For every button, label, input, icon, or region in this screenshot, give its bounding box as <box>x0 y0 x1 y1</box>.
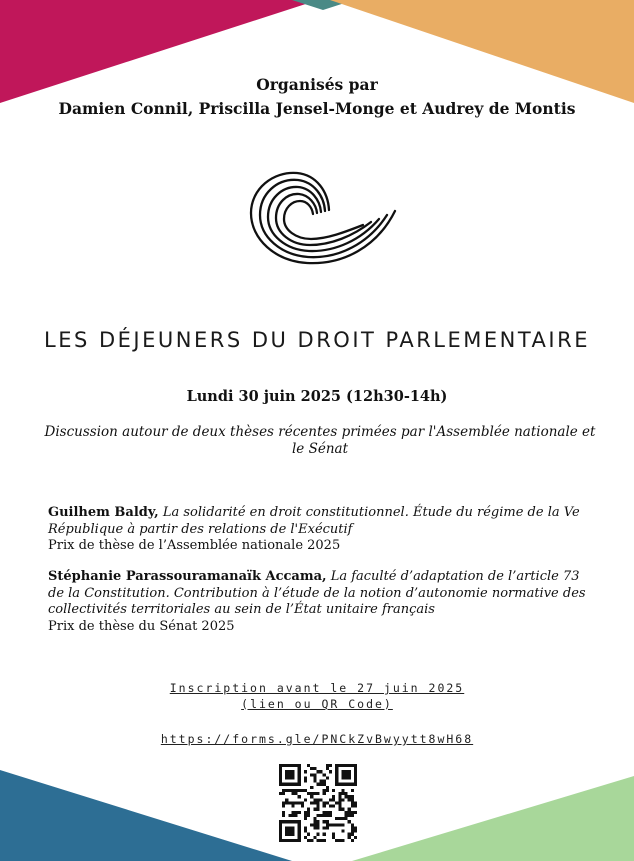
green-corner-triangle <box>352 776 634 861</box>
thesis-author: Stéphanie Parassouramanaïk Accama, <box>48 569 327 584</box>
thesis-title: La faculté d’adaptation de l’article 73 de la Constitution. Contribution à l’étude de la notion d’autonomie normative des collectivités territoriales au sein de l’État unitaire français <box>48 569 586 617</box>
blue-corner-triangle <box>0 770 292 861</box>
registration-hint: (lien ou QR Code) <box>241 697 393 711</box>
thesis-entry-1 <box>48 505 596 555</box>
thesis-prize: Prix de thèse de l’Assemblée nationale 2025 <box>48 538 341 553</box>
event-title: LES DÉJEUNERS DU DROIT PARLEMENTAIRE <box>44 328 590 352</box>
organizers-label: Organisés par <box>256 75 378 94</box>
organizers-names: Damien Connil, Priscilla Jensel-Monge et Audrey de Montis <box>58 99 576 118</box>
registration-deadline: Inscription avant le 27 juin 2025 <box>169 681 465 695</box>
event-date: Lundi 30 juin 2025 (12h30-14h) <box>186 388 448 405</box>
thesis-author: Guilhem Baldy, <box>48 505 159 520</box>
shell-wave-icon <box>245 165 405 270</box>
thesis-title: La solidarité en droit constitutionnel. Étude du régime de la Ve République à partir des relations de l'Exécutif <box>48 505 580 537</box>
discussion-description: Discussion autour de deux thèses récentes primées par l'Assemblée nationale et le Sénat <box>44 424 596 457</box>
thesis-entry-2 <box>48 569 596 635</box>
thesis-prize: Prix de thèse du Sénat 2025 <box>48 618 235 634</box>
registration-link[interactable]: https://forms.gle/PNCkZvBwyytt8wH68 <box>160 732 474 746</box>
qr-code-icon[interactable] <box>279 764 357 842</box>
